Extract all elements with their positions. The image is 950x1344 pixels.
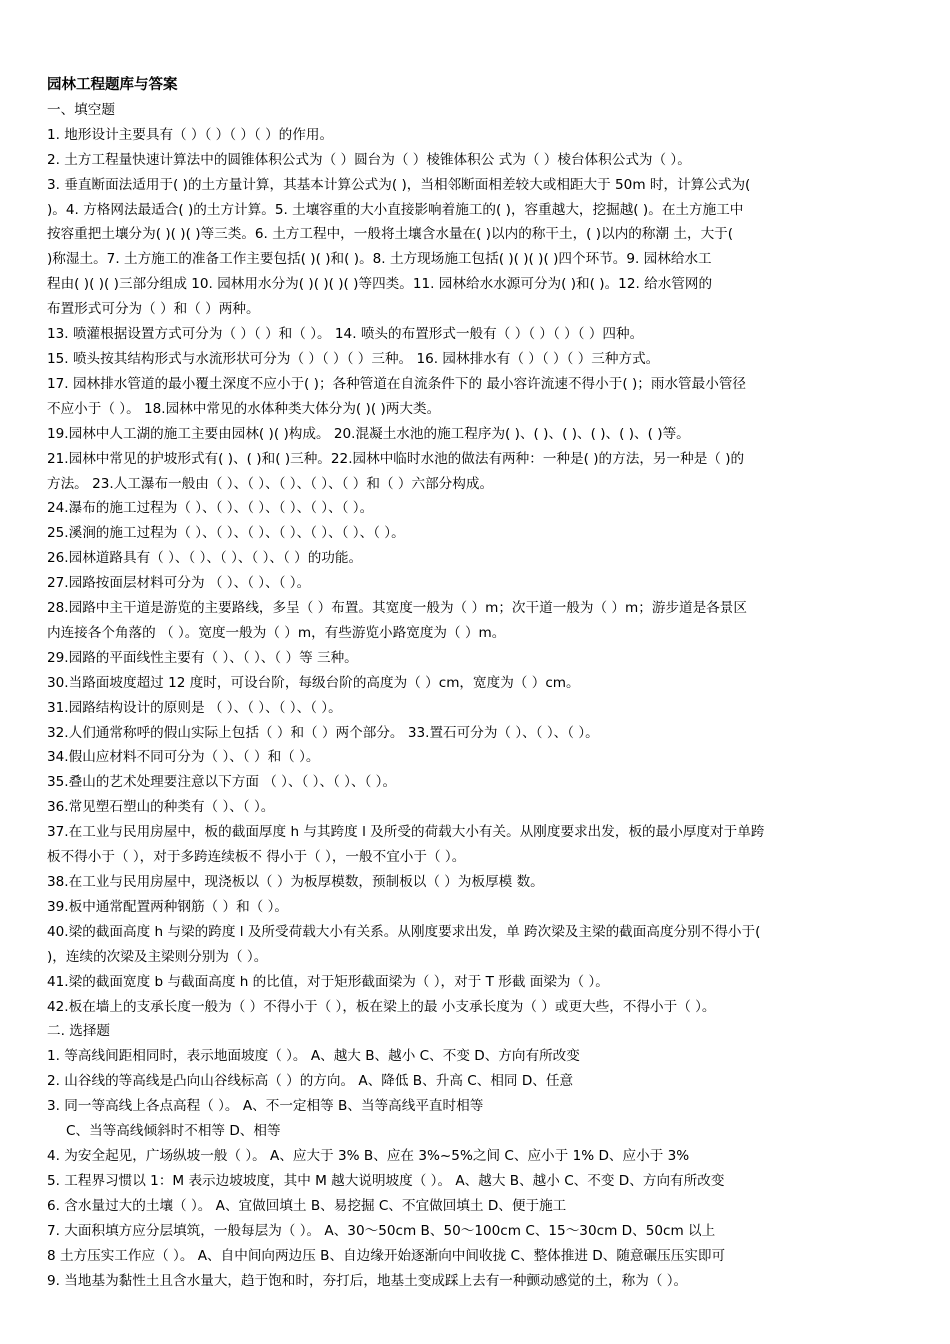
document-line: 40.梁的截面高度 h 与梁的跨度 l 及所受荷载大小有关系。从刚度要求出发，单 跨次梁及主梁的截面高度分别不得小于( <box>47 923 761 940</box>
document-line: 25.溪涧的施工过程为（ ）、（ ）、（ ）、（ ）、（ ）、（ ）、（ ）。 <box>47 525 405 542</box>
document-line: 37.在工业与民用房屋中，板的截面厚度 h 与其跨度 l 及所受的荷载大小有关。从刚度要求出发，板的最小厚度对于单跨 <box>47 824 765 841</box>
document-line: 32.人们通常称呼的假山实际上包括（ ）和（ ）两个部分。 33.置石可分为（ ）、（ ）、（ ）。 <box>47 724 599 741</box>
document-line: 5. 工程界习惯以 1：M 表示边坡坡度，其中 M 越大说明坡度（ ）。 A、越大 B、越小 C、不变 D、方向有所改变 <box>47 1172 725 1189</box>
document-line: 13. 喷灌根据设置方式可分为（ ）（ ）和（ ）。 14. 喷头的布置形式一般有（ ）（ ）（ ）（ ）四种。 <box>47 326 644 343</box>
document-line: 41.梁的截面宽度 b 与截面高度 h 的比值，对于矩形截面梁为（ ），对于 T 形截 面梁为（ ）。 <box>47 973 609 990</box>
document-line: 9. 当地基为黏性土且含水量大，趋于饱和时，夯打后，地基土变成踩上去有一种颤动感觉的土，称为（ ）。 <box>47 1272 688 1289</box>
document-line: 17. 园林排水管道的最小覆土深度不应小于( )；各种管道在自流条件下的 最小容许流速不得小于( )；雨水管最小管径 <box>47 375 747 392</box>
document-line: )称湿土。7. 土方施工的准备工作主要包括( )( )和( )。8. 土方现场施工包括( )( )( )( )四个环节。9. 园林给水工 <box>47 251 712 268</box>
document-body <box>47 98 907 1294</box>
document-page <box>47 73 907 1293</box>
document-line: 8 土方压实工作应（ ）。 A、自中间向两边压 B、自边缘开始逐渐向中间收拢 C、整体推进 D、随意碾压压实即可 <box>47 1247 726 1264</box>
document-line: 程由( )( )( )三部分组成 10. 园林用水分为( )( )( )( )等四类。11. 园林给水水源可分为( )和( )。12. 给水管网的 <box>47 276 713 293</box>
document-line: 2. 土方工程量快速计算法中的圆锥体积公式为（ ）圆台为（ ）棱锥体积公 式为（ ）棱台体积公式为（ ）。 <box>47 151 691 168</box>
document-line: 26.园林道路具有（ ）、（ ）、（ ）、（ ）、（ ）的功能。 <box>47 550 363 567</box>
document-line: 30.当路面坡度超过 12 度时，可设台阶，每级台阶的高度为（ ）cm，宽度为（ ）cm。 <box>47 674 580 691</box>
document-line: 27.园路按面层材料可分为 （ ）、（ ）、（ ）。 <box>47 575 311 592</box>
document-line: 38.在工业与民用房屋中，现浇板以（ ）为板厚模数，预制板以（ ）为板厚模 数。 <box>47 874 544 890</box>
document-line: 28.园路中主干道是游览的主要路线，多呈（ ）布置。其宽度一般为（ ）m；次干道一般为（ ）m；游步道是各景区 <box>47 600 747 617</box>
document-line: 39.板中通常配置两种钢筋（ ）和（ ）。 <box>47 898 288 915</box>
document-line: 3. 同一等高线上各点高程（ ）。 A、不一定相等 B、当等高线平直时相等 <box>47 1098 484 1115</box>
document-line: 34.假山应材料不同可分为（ ）、（ ）和（ ）。 <box>47 749 320 766</box>
document-line: 6. 含水量过大的土壤（ ）。 A、宜做回填土 B、易挖掘 C、不宜做回填土 D、便于施工 <box>47 1197 567 1214</box>
document-line: 按容重把土壤分为( )( )( )等三类。6. 土方工程中，一般将土壤含水量在( )以内的称干土，( )以内的称潮 土，大于( <box>47 226 734 243</box>
document-line: 42.板在墙上的支承长度一般为（ ）不得小于（ ），板在梁上的最 小支承长度为（ ）或更大些，不得小于（ ）。 <box>47 998 716 1015</box>
document-line: 方法。 23.人工瀑布一般由（ ）、（ ）、（ ）、（ ）、（ ）和（ ）六部分构成。 <box>47 475 494 492</box>
document-line: 15. 喷头按其结构形式与水流形状可分为（ ）（ ）（ ）三种。 16. 园林排水有（ ）（ ）（ ）三种方式。 <box>47 350 660 367</box>
document-line: 不应小于（ ）。 18.园林中常见的水体种类大体分为( )( )两大类。 <box>47 400 441 417</box>
document-line: 内连接各个角落的 （ ）。宽度一般为（ ）m，有些游览小路宽度为（ ）m。 <box>47 624 506 641</box>
document-line: 板不得小于（ ），对于多跨连续板不 得小于（ ），一般不宜小于（ ）。 <box>47 849 466 866</box>
document-line: 布置形式可分为（ ）和（ ）两种。 <box>47 301 260 318</box>
document-line: 29.园路的平面线性主要有（ ）、（ ）、（ ）等 三种。 <box>47 649 358 666</box>
document-line: 19.园林中人工湖的施工主要由园林( )( )构成。 20.混凝土水池的施工程序为( )、( )、( )、( )、( )、( )等。 <box>47 425 690 442</box>
document-line: 7. 大面积填方应分层填筑，一般每层为（ ）。 A、30～50cm B、50～100cm C、15～30cm D、50cm 以上 <box>47 1222 716 1239</box>
document-title: 园林工程题库与答案 <box>47 77 178 93</box>
document-line: C、当等高线倾斜时不相等 D、相等 <box>66 1123 281 1140</box>
document-line: )，连续的次梁及主梁则分别为（ ）。 <box>47 948 268 965</box>
document-line: 35.叠山的艺术处理要注意以下方面 （ ）、（ ）、（ ）、（ ）。 <box>47 774 397 791</box>
document-line: 4. 为安全起见，广场纵坡一般（ ）。 A、应大于 3% B、应在 3%~5%之间 C、应小于 1% D、应小于 3% <box>47 1147 690 1164</box>
document-line: 3. 垂直断面法适用于( )的土方量计算，其基本计算公式为( )，当相邻断面相差较大或相距大于 50m 时，计算公式为( <box>47 176 751 193</box>
document-line: 24.瀑布的施工过程为（ ）、（ ）、（ ）、（ ）、（ ）、（ ）。 <box>47 500 374 517</box>
document-line: 21.园林中常见的护坡形式有( )、( )和( )三种。22.园林中临时水池的做法有两种：一种是( )的方法，另一种是（ )的 <box>47 450 745 467</box>
document-line: )。4. 方格网法最适合( )的土方计算。5. 土壤容重的大小直接影响着施工的( )，容重越大，挖掘越( )。在土方施工中 <box>47 201 744 218</box>
document-line: 2. 山谷线的等高线是凸向山谷线标高（ ）的方向。 A、降低 B、升高 C、相同 D、任意 <box>47 1073 574 1090</box>
document-line: 31.园路结构设计的原则是 （ ）、（ ）、（ ）、（ ）。 <box>47 699 342 716</box>
document-line: 1. 等高线间距相同时，表示地面坡度（ ）。 A、越大 B、越小 C、不变 D、方向有所改变 <box>47 1048 580 1065</box>
document-line: 一、填空题 <box>47 101 115 118</box>
document-line: 1. 地形设计主要具有（ ）（ ）（ ）（ ）的作用。 <box>47 126 334 143</box>
document-line: 36.常见塑石塑山的种类有（ ）、（ ）。 <box>47 799 275 816</box>
document-line: 二. 选择题 <box>47 1023 111 1040</box>
